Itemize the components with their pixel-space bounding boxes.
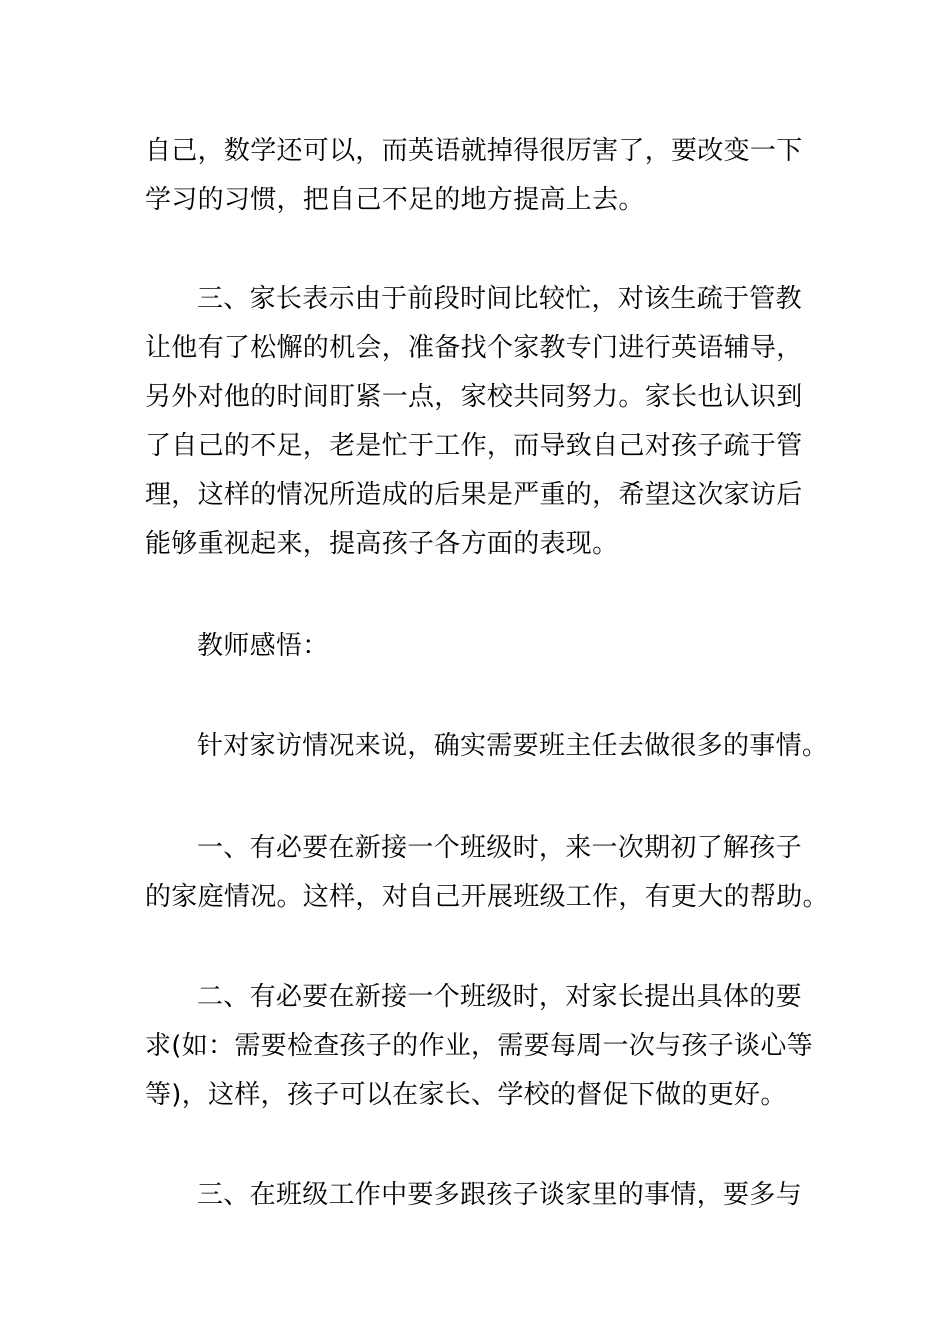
text-line: 一、有必要在新接一个班级时，来一次期初了解孩子 [197, 833, 802, 863]
text-line: 另外对他的时间盯紧一点，家校共同努力。家长也认识到 [145, 382, 803, 412]
section-heading-teacher-reflection [145, 622, 810, 671]
paragraph-parent-statement [145, 275, 810, 569]
text-line: 能够重视起来，提高孩子各方面的表现。 [145, 529, 619, 559]
text-line: 教师感悟： [197, 631, 329, 661]
text-line: 理，这样的情况所造成的后果是严重的，希望这次家访后 [145, 480, 803, 510]
text-line: 等)，这样，孩子可以在家长、学校的督促下做的更好。 [145, 1080, 787, 1110]
text-line: 了自己的不足，老是忙于工作，而导致自己对孩子疏于管 [145, 431, 803, 461]
text-line: 自己，数学还可以，而英语就掉得很厉害了，要改变一下 [145, 136, 803, 166]
paragraph-intro [145, 722, 829, 771]
text-line: 的家庭情况。这样，对自己开展班级工作，有更大的帮助。 [145, 882, 829, 912]
paragraph-point-three [145, 1171, 810, 1220]
text-line: 让他有了松懈的机会，准备找个家教专门进行英语辅导， [145, 333, 803, 363]
text-line: 学习的习惯，把自己不足的地方提高上去。 [145, 185, 645, 215]
text-line: 针对家访情况来说，确实需要班主任去做很多的事情。 [197, 731, 829, 761]
text-line: 求(如：需要检查孩子的作业，需要每周一次与孩子谈心等 [145, 1031, 813, 1061]
paragraph-point-one [145, 824, 829, 922]
paragraph-continuation [145, 127, 810, 225]
text-line: 二、有必要在新接一个班级时，对家长提出具体的要 [197, 982, 802, 1012]
paragraph-point-two [145, 973, 813, 1120]
text-line: 三、在班级工作中要多跟孩子谈家里的事情，要多与 [197, 1180, 802, 1210]
text-line: 三、家长表示由于前段时间比较忙，对该生疏于管教 [197, 284, 802, 314]
